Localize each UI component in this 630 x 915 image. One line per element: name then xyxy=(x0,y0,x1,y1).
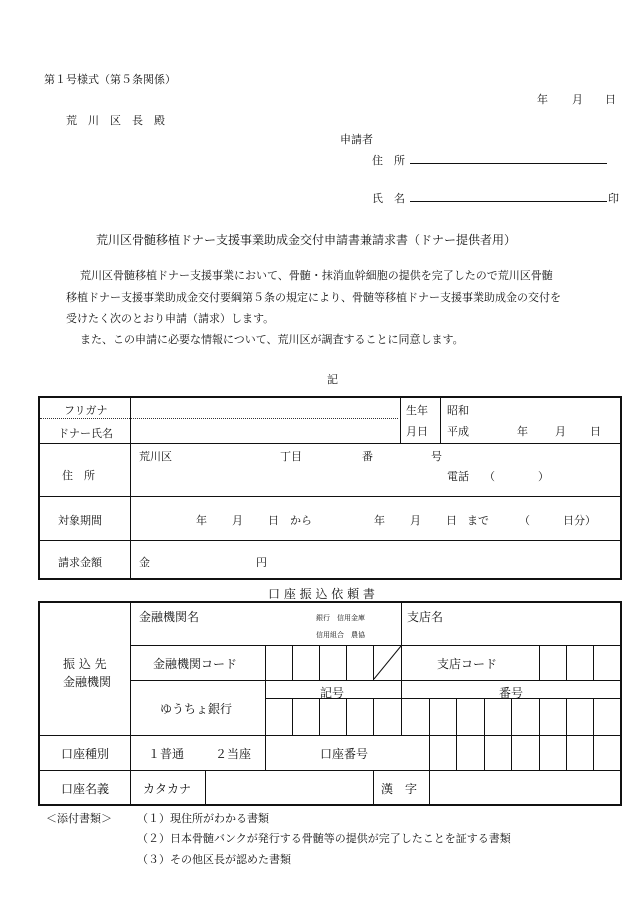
kanji-label: 漢 字 xyxy=(381,782,418,796)
branch-code-label: 支店コード xyxy=(437,657,498,671)
account-number-label: 口座番号 xyxy=(320,747,369,761)
kigo-label: 記号 xyxy=(320,686,345,700)
date-month: 月 xyxy=(572,93,583,106)
birth-day: 日 xyxy=(590,425,601,438)
tel-label: 電話 xyxy=(447,470,469,483)
furigana-label: フリガナ xyxy=(64,404,108,417)
showa-label: 昭和 xyxy=(447,404,469,417)
tel-paren-open: （ xyxy=(484,470,495,483)
birth-year: 年 xyxy=(517,425,528,438)
body-line-4: また、この申請に必要な情報について、荒川区が調査することに同意します。 xyxy=(80,333,464,346)
birth-label-1: 生年 xyxy=(406,404,428,417)
applicant-address-label: 住 所 xyxy=(372,154,405,167)
period-to-year: 年 xyxy=(374,514,385,527)
period-from: から xyxy=(290,514,312,527)
name-underline[interactable] xyxy=(410,201,607,202)
attachment-item: （３）その他区長が認めた書類 xyxy=(137,853,291,866)
chome-label: 丁目 xyxy=(280,450,302,463)
donor-name-label: ドナー氏名 xyxy=(58,427,113,440)
ban-label: 番 xyxy=(362,450,373,463)
bank-types-1: 銀行 信用金庫 xyxy=(316,614,365,622)
amount-label: 請求金額 xyxy=(58,556,102,569)
attachment-item: （１）現住所がわかる書類 xyxy=(137,812,269,825)
body-line-2: 移植ドナー支援事業助成金交付要綱第５条の規定により、骨髄等移植ドナー支援事業助成金の交付を xyxy=(66,291,561,304)
go-label: 号 xyxy=(431,450,442,463)
birth-label-2: 月日 xyxy=(406,425,428,438)
transfer-label-1: 振 込 先 xyxy=(63,657,107,671)
branch-name-label: 支店名 xyxy=(407,610,444,624)
attachment-item: （２）日本骨髄バンクが発行する骨髄等の提供が完了したことを証する書類 xyxy=(137,832,511,845)
birth-month: 月 xyxy=(555,425,566,438)
days-paren-open: （ xyxy=(519,514,530,527)
bank-types-2: 信用組合 農協 xyxy=(316,631,365,639)
transfer-label-2: 金融機関 xyxy=(63,675,112,689)
date-day: 日 xyxy=(605,93,616,106)
period-from-day: 日 xyxy=(268,514,279,527)
period-label: 対象期間 xyxy=(58,514,102,527)
period-from-month: 月 xyxy=(232,514,243,527)
form-number: 第１号様式（第５条関係） xyxy=(44,73,176,86)
yucho-label: ゆうちょ銀行 xyxy=(160,702,233,716)
account-holder-label: 口座名義 xyxy=(61,782,110,796)
kin-label: 金 xyxy=(139,556,150,569)
yen-label: 円 xyxy=(256,556,267,569)
period-to-day: 日 xyxy=(446,514,457,527)
account-type-label: 口座種別 xyxy=(61,747,110,761)
tel-paren-close: ） xyxy=(538,470,549,483)
institution-name-label: 金融機関名 xyxy=(139,610,200,624)
institution-code-label: 金融機関コード xyxy=(153,657,238,671)
body-line-3: 受けたく次のとおり申請（請求）します。 xyxy=(66,312,275,325)
days-label: 日分） xyxy=(563,514,596,527)
bango-label: 番号 xyxy=(499,686,524,700)
document-title: 荒川区骨髄移植ドナー支援事業助成金交付申請書兼請求書（ドナー提供者用） xyxy=(96,233,517,247)
toza-option[interactable]: ２当座 xyxy=(215,747,252,761)
date-year: 年 xyxy=(537,93,548,106)
ki-label: 記 xyxy=(327,373,338,386)
period-until: まで xyxy=(467,514,489,527)
body-line-1: 荒川区骨髄移植ドナー支援事業において、骨髄・抹消血幹細胞の提供を完了したので荒川区骨髄 xyxy=(80,269,553,282)
period-to-month: 月 xyxy=(410,514,421,527)
applicant-label: 申請者 xyxy=(340,133,373,146)
heisei-label: 平成 xyxy=(447,425,469,438)
diagonal-slash xyxy=(373,645,402,680)
address-row-label: 住 所 xyxy=(62,469,95,482)
period-from-year: 年 xyxy=(196,514,207,527)
bank-section-title: 口 座 振 込 依 頼 書 xyxy=(268,587,375,601)
main-table xyxy=(38,396,622,580)
katakana-label: カタカナ xyxy=(143,782,192,796)
futsu-option[interactable]: １普通 xyxy=(148,747,185,761)
applicant-name-label: 氏 名 xyxy=(372,192,405,205)
arakawa-ku: 荒川区 xyxy=(139,450,172,463)
attachments-label: ＜添付書類＞ xyxy=(46,812,112,825)
seal-mark: 印 xyxy=(608,192,619,205)
address-underline[interactable] xyxy=(410,163,607,164)
addressee: 荒 川 区 長 殿 xyxy=(66,114,165,127)
